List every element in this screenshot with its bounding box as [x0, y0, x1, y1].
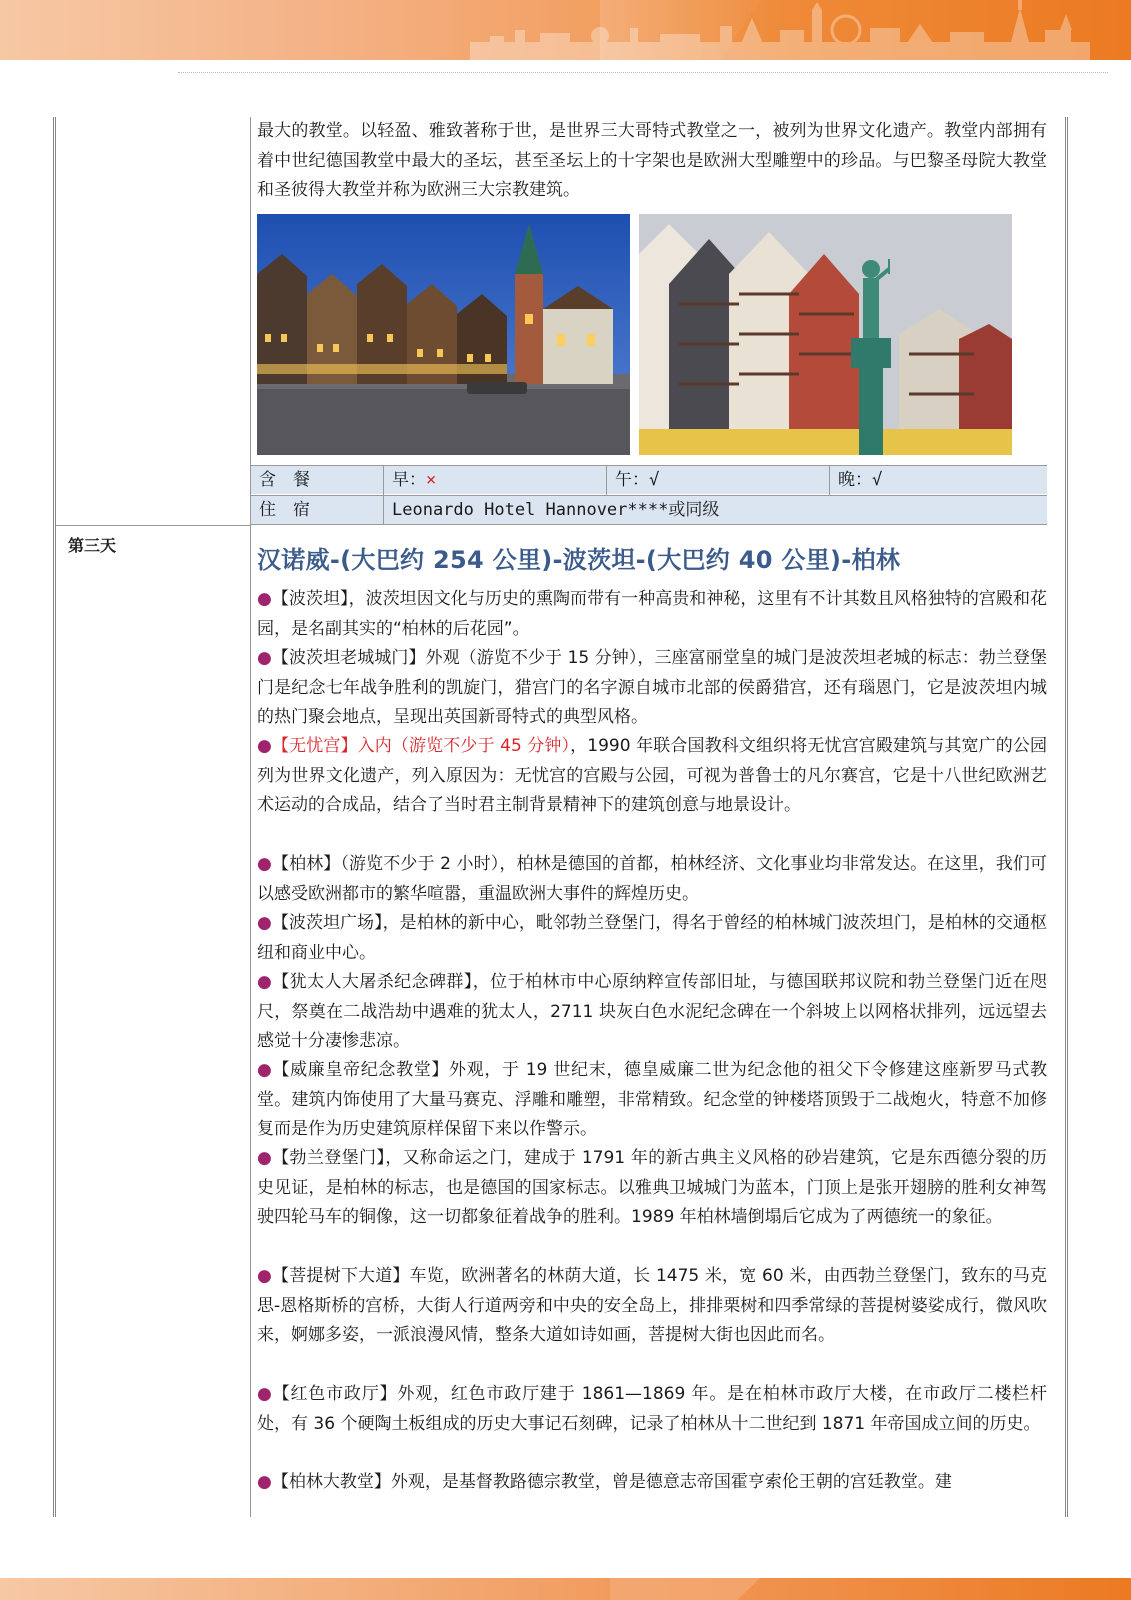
header-rule	[178, 72, 1108, 73]
itinerary-table	[53, 117, 1068, 1517]
column-divider	[250, 117, 251, 1517]
item-holocaust-memorial: ●【犹太人大屠杀纪念碑群】，位于柏林市中心原纳粹宣传部旧址，与德国联邦议院和勃兰登堡门近在咫尺，祭奠在二战浩劫中遇难的犹太人，2711 块灰白色水泥纪念碑在一个斜坡上以网格状排列，远远望去感觉十分凄惨悲凉。	[257, 972, 1047, 1051]
lunch-cell: 午：√	[607, 466, 830, 495]
item-kaiser-wilhelm-church: ●【威廉皇帝纪念教堂】外观，于 19 世纪末，德皇威廉二世为纪念他的祖父下令修建这座新罗马式教堂。建筑内饰使用了大量马赛克、浮雕和雕塑，非常精致。纪念堂的钟楼塔顶毁于二战炮火，特意不加修复而是作为历史建筑原样保留下来以作警示。	[257, 1060, 1047, 1139]
frankfurt-justitia-fountain-photo	[639, 214, 1012, 455]
item-brandenburg-gate: ●【勃兰登堡门】，又称命运之门，建成于 1791 年的新古典主义风格的砂岩建筑，它是东西德分裂的历史见证，是柏林的标志，也是德国的国家标志。以雅典卫城城门为蓝本，门顶上是张开翅膀的胜利女神驾驶四轮马车的铜像，这一切都象征着战争的胜利。1989 年柏林墙倒塌后它成为了两德统一的象征。	[257, 1148, 1048, 1227]
header-banner	[0, 0, 1131, 60]
item-berlin: ●【柏林】（游览不少于 2 小时），柏林是德国的首都，柏林经济、文化事业均非常发达。在这里，我们可以感受欧洲都市的繁华喧嚣，重温欧洲大事件的辉煌历史。	[257, 854, 1048, 904]
intro-paragraph: 最大的教堂。以轻盈、雅致著称于世，是世界三大哥特式教堂之一，被列为世界文化遗产。教堂内部拥有着中世纪德国教堂中最大的圣坛，甚至圣坛上的十字架也是欧洲大型雕塑中的珍品。与巴黎圣母院大教堂和圣彼得大教堂并称为欧洲三大宗教建筑。	[257, 121, 1047, 200]
meals-label: 含 餐	[251, 466, 384, 495]
item-potsdamer-platz: ●【波茨坦广场】，是柏林的新中心，毗邻勃兰登堡门，得名于曾经的柏林城门波茨坦门，是柏林的交通枢纽和商业中心。	[257, 913, 1048, 963]
hotel-row	[251, 495, 1047, 525]
breakfast-label: 早：	[392, 470, 426, 490]
day-label: 第三天	[68, 536, 117, 555]
footer-wedge	[610, 1578, 760, 1600]
item-potsdam: ●【波茨坦】，波茨坦因文化与历史的熏陶而带有一种高贵和神秘，这里有不计其数且风格独特的宫殿和花园，是名副其实的“柏林的后花园”。	[257, 589, 1048, 639]
row-divider	[56, 525, 251, 526]
item-sanssouci: ●【无忧宫】入内（游览不少于 45 分钟），1990 年联合国教科文组织将无忧宫宫殿建筑与其宽广的公园列为世界文化遗产，列入原因为：无忧宫的宫殿与公园，可视为普鲁士的凡尔赛宫，它是十八世纪欧洲艺术运动的合成品，结合了当时君主制背景精神下的建筑创意与地景设计。	[257, 736, 1047, 815]
day-title: 汉诺威-(大巴约 254 公里)-波茨坦-(大巴约 40 公里)-柏林	[257, 546, 901, 574]
hotel-label: 住 宿	[251, 496, 384, 525]
hotel-value: Leonardo Hotel Hannover****或同级	[392, 500, 720, 520]
meals-row	[251, 465, 1047, 494]
footer-bar	[0, 1578, 1131, 1600]
dinner-cell: 晚：√	[838, 470, 883, 490]
item-berlin-cathedral: ●【柏林大教堂】外观，是基督教路德宗教堂，曾是德意志帝国霍亨索伦王朝的宫廷教堂。建	[257, 1472, 952, 1492]
breakfast-status: ×	[426, 470, 437, 490]
item-unter-den-linden: ●【菩提树下大道】车览，欧洲著名的林荫大道，长 1475 米，宽 60 米，由西勃兰登堡门，致东的马克思-恩格斯桥的宫桥，大街人行道两旁和中央的安全岛上，排排栗树和四季常绿的菩提树婆娑成行，微风吹来，婀娜多姿，一派浪漫风情，整条大道如诗如画，菩提树大街也因此而名。	[257, 1266, 1047, 1345]
item-potsdam-old-town-gates: ●【波茨坦老城城门】外观（游览不少于 15 分钟），三座富丽堂皇的城门是波茨坦老城的标志：勃兰登堡门是纪念七年战争胜利的凯旋门，猎宫门的名字源自城市北部的侯爵猎宫，还有瑙恩门，它是波茨坦内城的热门聚会地点，呈现出英国新哥特式的典型风格。	[257, 648, 1047, 727]
breakfast-cell	[384, 466, 607, 495]
item-red-town-hall: ●【红色市政厅】外观，红色市政厅建于 1861—1869 年。是在柏林市政厅大楼，在市政厅二楼栏杆处，有 36 个硬陶土板组成的历史大事记石刻碑，记录了柏林从十二世纪到 1871 年帝国成立间的历史。	[257, 1384, 1047, 1434]
skyline-illustration	[0, 0, 1131, 60]
frankfurt-romerberg-night-photo	[257, 214, 630, 455]
